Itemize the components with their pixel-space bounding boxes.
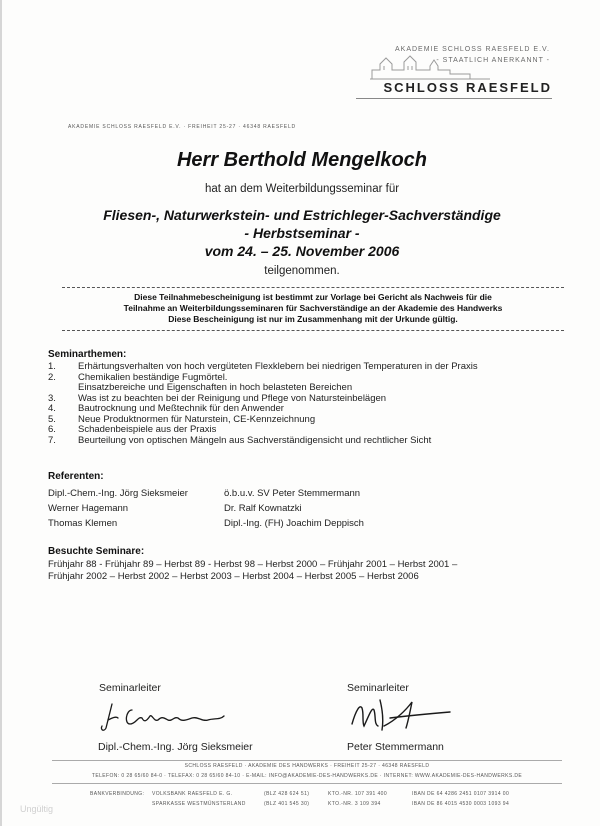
referent-name: Dipl.-Chem.-Ing. Jörg Sieksmeier [48, 488, 188, 499]
item-text: Was ist zu beachten bei der Reinigung und Pflege von Natursteinbelägen [78, 392, 387, 404]
list-item [48, 382, 568, 393]
item-text: Erhärtungsverhalten von hoch vergüteten Flexklebern bei niedrigen Temperaturen in der Praxis [78, 361, 478, 372]
list-item [48, 424, 568, 435]
topics-heading: Seminarthemen: [48, 349, 127, 360]
brand-name: SCHLOSS RAESFELD [383, 80, 552, 95]
footer-address: SCHLOSS RAESFELD · AKADEMIE DES HANDWERKS · FREIHEIT 25-27 · 46348 RAESFELD [184, 763, 430, 769]
item-text: Einsatzbereiche und Eigenschaften in hoch belasteten Bereichen [78, 382, 353, 393]
attended-line: Frühjahr 88 - Frühjahr 89 – Herbst 89 - Herbst 98 – Herbst 2000 – Frühjahr 2001 – Herbst 2001 – [48, 559, 458, 570]
list-item [48, 372, 568, 383]
list-item [48, 435, 568, 446]
referent-name: Dr. Ralf Kownatzki [224, 503, 302, 514]
item-number: 7. [48, 434, 56, 446]
seminar-title: Fliesen-, Naturwerkstein- und Estrichleger-Sachverständige [103, 207, 501, 223]
footer-rule [52, 760, 562, 761]
attended-line: Frühjahr 2002 – Herbst 2002 – Herbst 2003 – Herbst 2004 – Herbst 2005 – Herbst 2006 [48, 570, 419, 582]
intro-text: hat an dem Weiterbildungsseminar für [204, 183, 400, 195]
right-signature-image [346, 696, 456, 736]
bank-account: KTO.-NR. 3 109 394 [328, 801, 381, 807]
item-text: Bautrocknung und Meßtechnik für den Anwender [78, 403, 284, 414]
recognition-line: - STAATLICH ANERKANNT - [436, 57, 550, 64]
item-text: Schadenbeispiele aus der Praxis [78, 424, 217, 435]
notice-box [62, 287, 564, 331]
item-number: 5. [48, 413, 56, 425]
item-number: 6. [48, 424, 56, 435]
participated-text: teilgenommen. [264, 265, 340, 277]
notice-line: Diese Teilnahmebescheinigung ist bestimmt zur Vorlage bei Gericht als Nachweis für die [134, 292, 492, 302]
left-signature-image [98, 698, 248, 734]
bank-iban: IBAN DE 64 4286 2451 0107 3914 00 [412, 791, 510, 797]
watermark: Ungültig [20, 804, 54, 814]
left-signature-role: Seminarleiter [99, 682, 161, 694]
bank-label: BANKVERBINDUNG: [90, 791, 145, 797]
bank-iban: IBAN DE 86 4015 4530 0003 1093 94 [412, 801, 510, 807]
footer-rule [52, 783, 562, 784]
academy-line: AKADEMIE SCHLOSS RAESFELD E.V. [394, 46, 550, 53]
list-item [48, 403, 568, 414]
list-item [48, 361, 568, 372]
notice-line: Teilnahme an Weiterbildungsseminaren für Sachverständige an der Akademie des Handwerks [123, 303, 503, 313]
referent-name: Dipl.-Ing. (FH) Joachim Deppisch [224, 518, 364, 529]
item-text: Chemikalien beständige Fugmörtel. [78, 371, 228, 383]
bank-blz: (BLZ 428 624 51) [264, 791, 310, 797]
item-number: 3. [48, 392, 56, 404]
attended-heading: Besuchte Seminare: [48, 546, 145, 557]
seminar-subtitle: - Herbstseminar - [244, 225, 360, 241]
item-text: Neue Produktnormen für Naturstein, CE-Kennzeichnung [78, 413, 316, 425]
right-signature-name: Peter Stemmermann [347, 741, 444, 753]
topics-list [48, 361, 568, 445]
item-number: 4. [48, 403, 56, 414]
item-number: 1. [48, 361, 56, 372]
recipient-name: Herr Berthold Mengelkoch [176, 149, 428, 171]
brand-rule [356, 98, 552, 99]
sender-line: AKADEMIE SCHLOSS RAESFELD E.V. · FREIHEIT 25-27 · 46348 RAESFELD [68, 124, 296, 130]
referent-name: Thomas Klemen [48, 518, 118, 529]
list-item [48, 393, 568, 404]
castle-silhouette-icon [370, 46, 560, 80]
referents-heading: Referenten: [48, 471, 104, 482]
seminar-date: vom 24. – 25. November 2006 [204, 243, 400, 259]
left-signature-name: Dipl.-Chem.-Ing. Jörg Sieksmeier [98, 741, 253, 753]
right-signature-role: Seminarleiter [347, 682, 409, 694]
referent-name: ö.b.u.v. SV Peter Stemmermann [224, 488, 361, 499]
bank-name: VOLKSBANK RAESFELD E. G. [152, 791, 233, 797]
footer-contact: TELEFON: 0 28 65/60 84-0 · TELEFAX: 0 28 65/60 84-10 · E-MAIL: INFO@AKADEMIE-DES-HANDWERKS.DE · INTERNET: WWW.AKADEMIE-DES-HANDWERKS.DE [91, 773, 523, 779]
notice-line: Diese Bescheinigung ist nur im Zusammenhang mit der Urkunde gültig. [168, 314, 458, 324]
referent-name: Werner Hagemann [48, 503, 129, 514]
item-number: 2. [48, 371, 56, 383]
list-item [48, 414, 568, 425]
bank-name: SPARKASSE WESTMÜNSTERLAND [152, 801, 246, 807]
item-text: Beurteilung von optischen Mängeln aus Sachverständigensicht und rechtlicher Sicht [78, 434, 432, 446]
bank-account: KTO.-NR. 107 391 400 [328, 791, 388, 797]
bank-blz: (BLZ 401 545 30) [264, 801, 310, 807]
attended-list [48, 559, 457, 582]
